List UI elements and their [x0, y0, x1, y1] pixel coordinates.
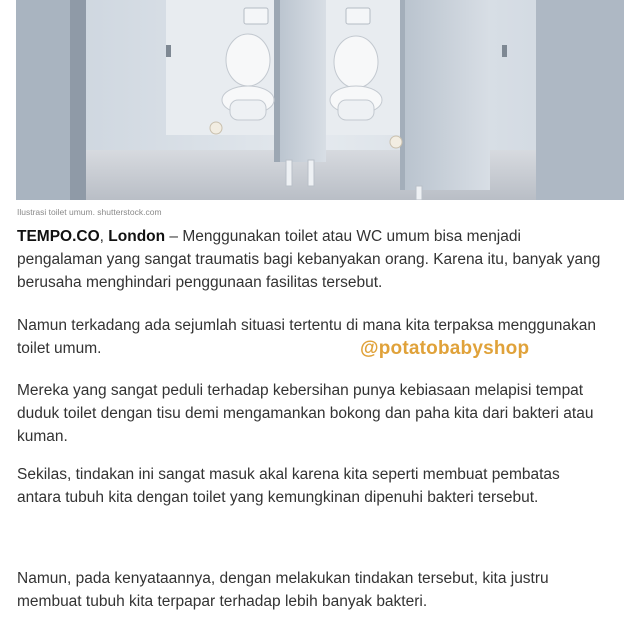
- paragraph-line: Sekilas, tindakan ini sangat masuk akal karena kita seperti membuat pembatas: [17, 466, 560, 483]
- image-caption: Ilustrasi toilet umum. shutterstock.com: [17, 207, 162, 217]
- paragraph-line: antara tubuh kita dengan toilet yang kemungkinan dipenuhi bakteri tersebut.: [17, 489, 539, 506]
- lead-line: pengalaman yang sangat traumatis bagi kebanyakan orang. Karena itu, banyak yang: [17, 251, 601, 268]
- article-photo: [16, 0, 624, 200]
- article-paragraph-5: [17, 567, 549, 613]
- toilet-stalls-illustration: [16, 0, 624, 200]
- paragraph-line: Namun, pada kenyataannya, dengan melakukan tindakan tersebut, kita justru: [17, 570, 549, 587]
- article-paragraph-4: [17, 463, 560, 509]
- paragraph-line: kuman.: [17, 428, 68, 445]
- paragraph-line: toilet umum.: [17, 340, 102, 357]
- paragraph-line: membuat tubuh kita terpapar terhadap lebih banyak bakteri.: [17, 593, 428, 610]
- article-lead-paragraph: TEMPO.CO, London – Menggunakan toilet atau WC umum bisa menjadi pengalaman yang sangat traumatis bagi kebanyakan orang. Karena itu, banyak yang berusaha menghindari penggunaan fasilitas tersebut.: [17, 225, 600, 294]
- lead-line: – Menggunakan toilet atau WC umum bisa menjadi: [165, 228, 521, 245]
- paragraph-line: Namun terkadang ada sejumlah situasi tertentu di mana kita terpaksa menggunakan: [17, 317, 597, 334]
- paragraph-line: duduk toilet dengan tisu demi mengamankan bokong dan paha kita dari bakteri atau: [17, 405, 594, 422]
- shop-watermark: @potatobabyshop: [360, 338, 530, 359]
- dateline-location: London: [108, 228, 166, 245]
- news-source: TEMPO.CO: [17, 228, 100, 245]
- article-paragraph-3: [17, 379, 593, 448]
- paragraph-line: Mereka yang sangat peduli terhadap kebersihan punya kebiasaan melapisi tempat: [17, 382, 584, 399]
- lead-line: berusaha menghindari penggunaan fasilitas tersebut.: [17, 274, 383, 291]
